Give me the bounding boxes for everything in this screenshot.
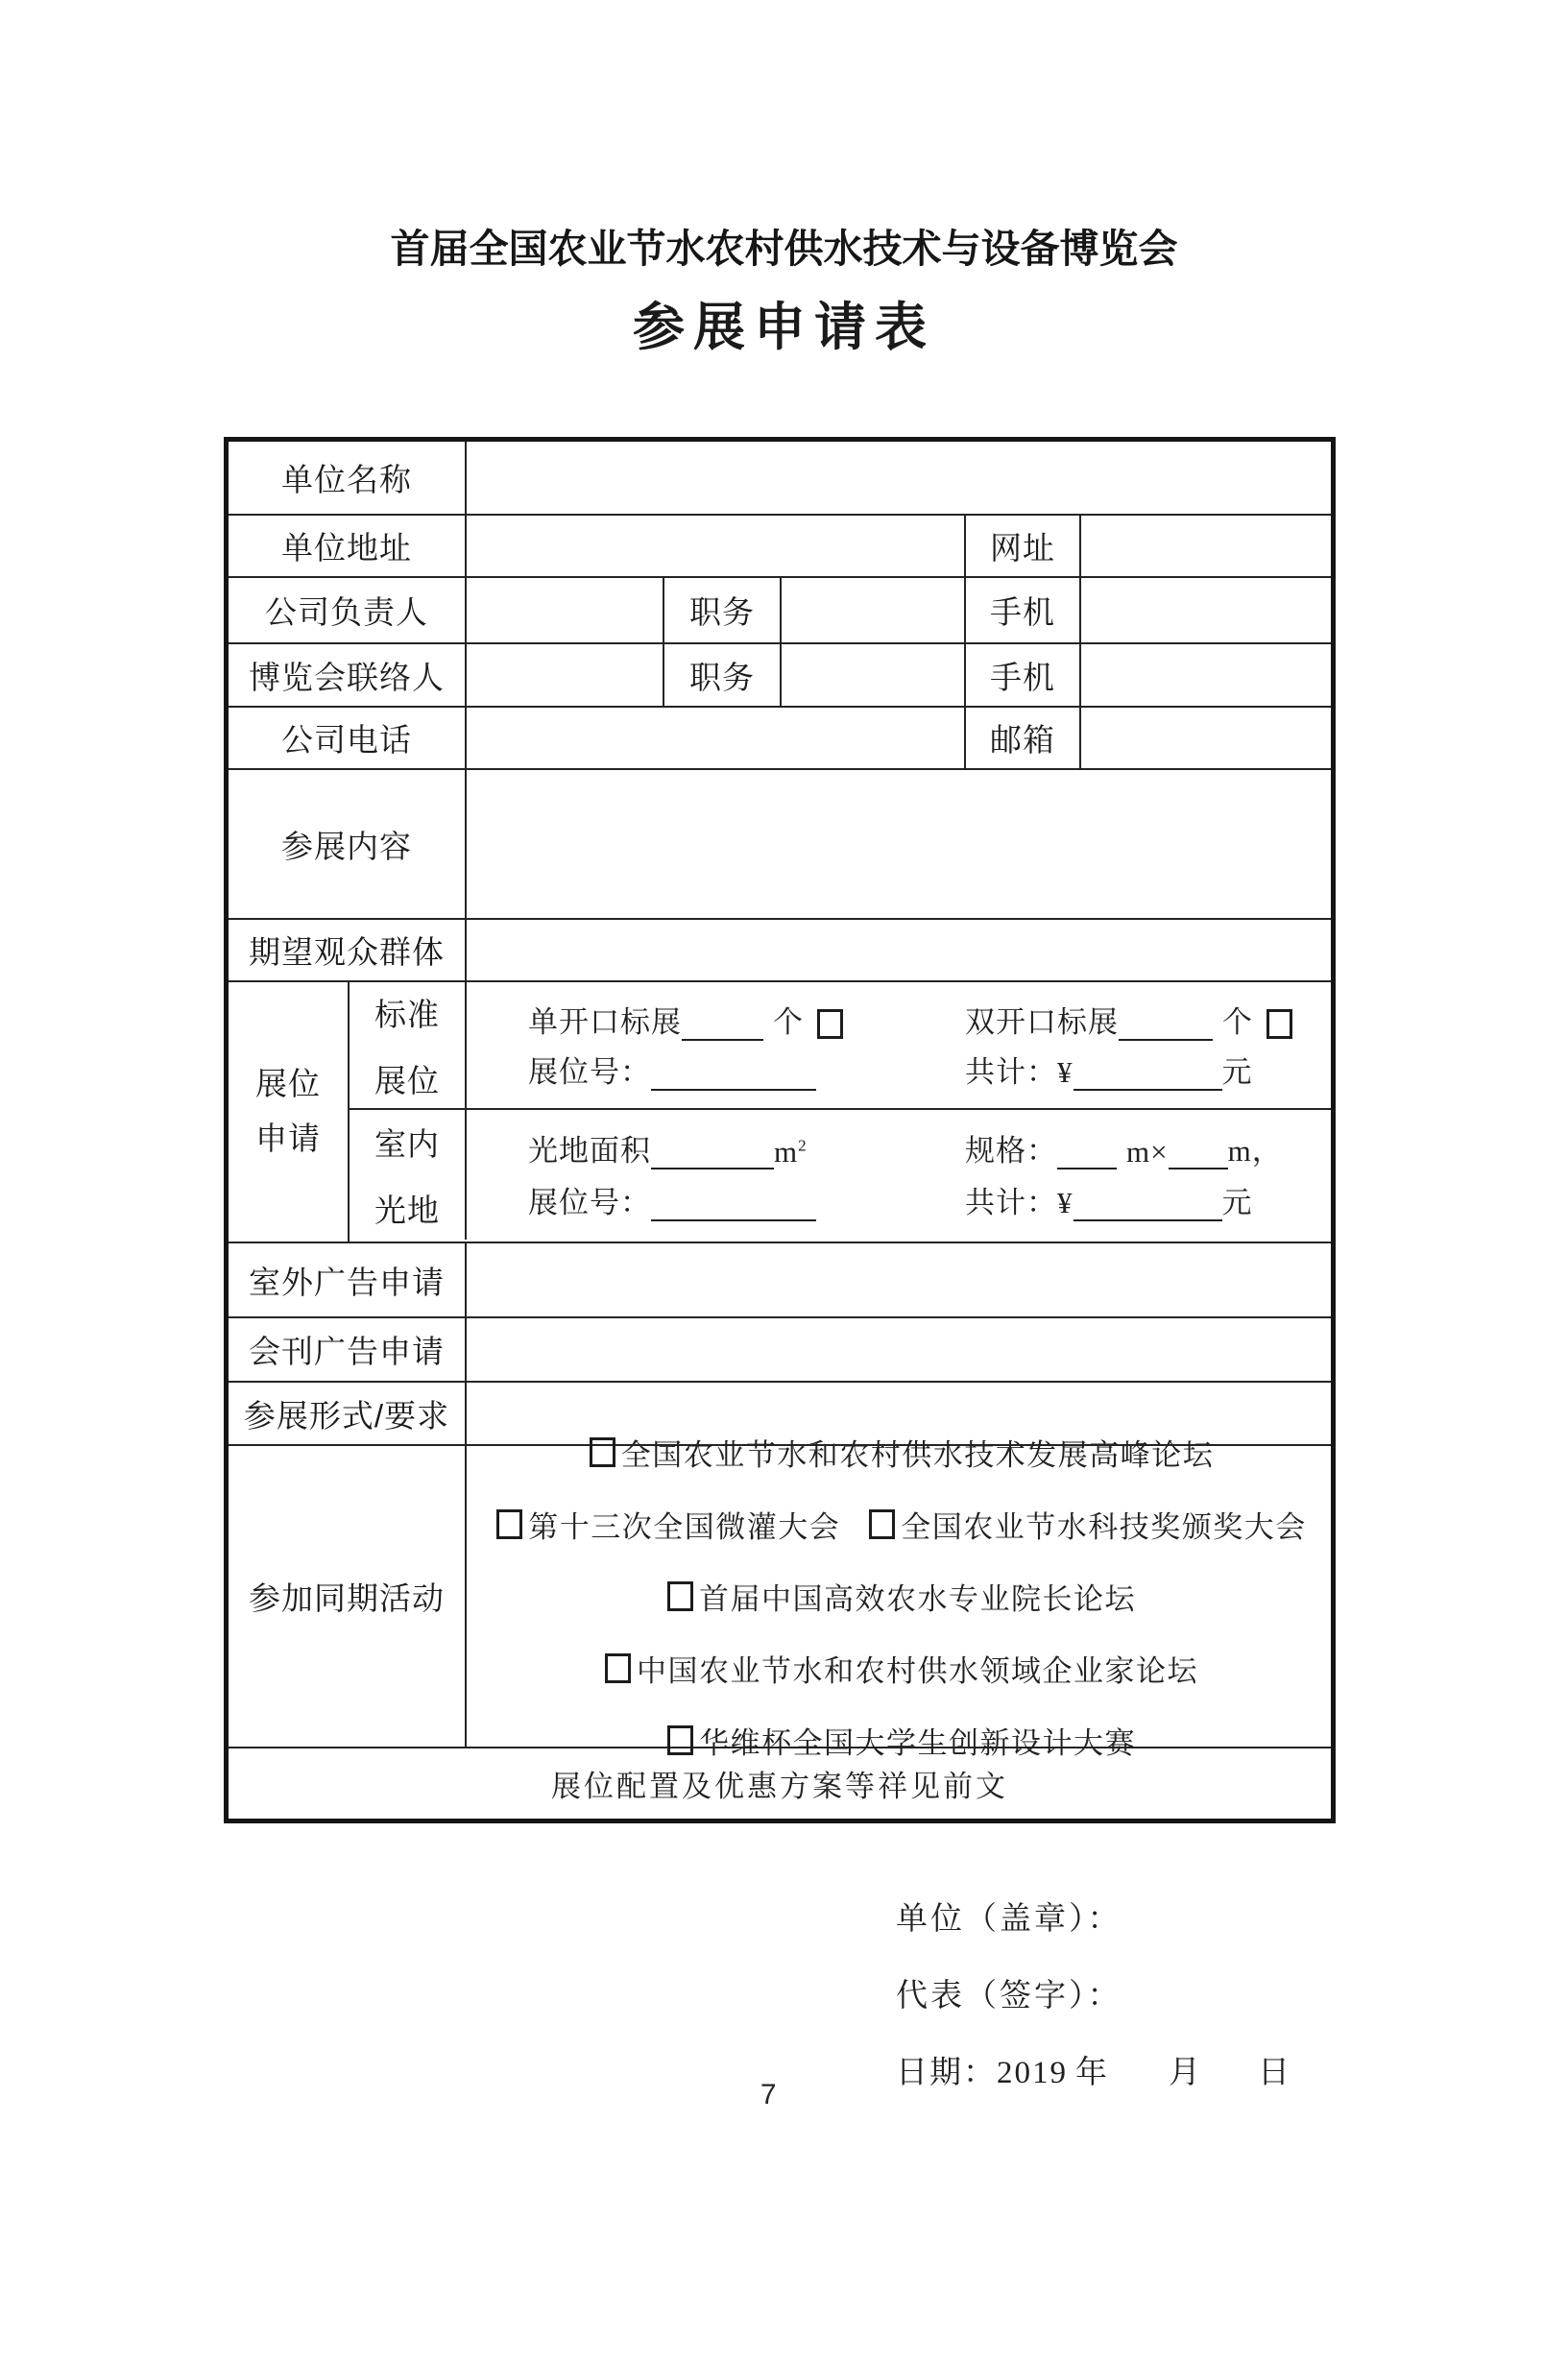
company-head-position-label: 职务 (664, 578, 782, 642)
standard-booth-no-blank[interactable] (651, 1060, 816, 1092)
company-head-label: 公司负责人 (229, 578, 467, 642)
expo-contact-label: 博览会联络人 (229, 644, 467, 706)
activity-checkbox-icon[interactable] (590, 1437, 615, 1467)
standard-booth-content (467, 982, 1331, 1108)
indoor-total-label: 共计：¥ (965, 1186, 1073, 1219)
indoor-space-row (350, 1110, 1331, 1240)
single-open-count-blank[interactable] (682, 1009, 763, 1041)
row-outdoor-ad (229, 1243, 1331, 1318)
spec-length-blank[interactable] (1169, 1138, 1228, 1169)
date-day-label: 日 (1258, 2056, 1291, 2090)
activity-label: 首届中国高效农水专业院长论坛 (699, 1582, 1136, 1616)
spec-times-label: m× (1126, 1135, 1169, 1169)
row-company-phone (229, 708, 1331, 770)
footer-note-text: 展位配置及优惠方案等祥见前文 (551, 1770, 1008, 1803)
single-open-unit: 个 (773, 1004, 804, 1039)
activity-checkbox-icon[interactable] (869, 1509, 895, 1539)
email-label: 邮箱 (966, 708, 1081, 768)
company-phone-input-cell[interactable] (467, 708, 966, 768)
spec-label: 规格： (965, 1134, 1057, 1168)
spec-width-blank[interactable] (1057, 1138, 1117, 1169)
single-open-checkbox-icon[interactable] (817, 1009, 843, 1039)
row-activities (229, 1438, 1331, 1760)
company-head-input-cell[interactable] (467, 578, 664, 642)
activities-label: 参加同期活动 (229, 1446, 467, 1747)
email-input-cell[interactable] (1081, 708, 1331, 768)
booth-label-line2: 申请 (255, 1121, 321, 1156)
row-expected-audience (229, 920, 1331, 982)
date-year-label: 年 (1075, 2056, 1109, 2090)
company-head-mobile-label: 手机 (966, 578, 1081, 642)
expo-contact-input-cell[interactable] (467, 644, 664, 706)
double-open-count-blank[interactable] (1119, 1009, 1213, 1041)
standard-total-blank[interactable] (1073, 1060, 1222, 1092)
indoor-space-label (350, 1110, 467, 1240)
indoor-booth-no-blank[interactable] (651, 1190, 816, 1221)
journal-ad-input-cell[interactable] (467, 1318, 1331, 1381)
row-exhibit-content (229, 770, 1331, 920)
row-unit-name (229, 442, 1331, 516)
row-unit-address (229, 516, 1331, 578)
activity-label: 第十三次全国微灌大会 (528, 1510, 841, 1544)
expo-contact-mobile-input-cell[interactable] (1081, 644, 1331, 706)
double-open-unit: 个 (1222, 1004, 1253, 1039)
activity-label: 中国农业节水和农村供水领域企业家论坛 (637, 1654, 1198, 1688)
activity-line (496, 1503, 1307, 1546)
indoor-space-content (467, 1110, 1331, 1240)
outdoor-ad-label: 室外广告申请 (229, 1243, 467, 1316)
website-label: 网址 (966, 516, 1081, 576)
date-prefix: 日期：2019 (896, 2056, 1068, 2090)
unit-seal-line: 单位（盖章）： (896, 1902, 1122, 1937)
indoor-space-label-line2: 光地 (374, 1192, 440, 1228)
unit-address-input-cell[interactable] (467, 516, 966, 576)
row-footer-note (229, 1748, 1331, 1819)
row-journal-ad (229, 1318, 1331, 1383)
exhibit-content-input-cell[interactable] (467, 770, 1331, 918)
activity-label: 全国农业节水和农村供水技术发展高峰论坛 (620, 1438, 1215, 1472)
company-head-mobile-input-cell[interactable] (1081, 578, 1331, 642)
activity-line (605, 1647, 1198, 1690)
raw-area-blank[interactable] (651, 1138, 774, 1169)
exhibit-content-label: 参展内容 (229, 770, 467, 918)
form-title: 参展申请表 (633, 299, 935, 356)
page-number: 7 (760, 2079, 777, 2110)
representative-sign-line: 代表（签字）： (896, 1979, 1122, 2013)
journal-ad-label: 会刊广告申请 (229, 1318, 467, 1381)
standard-booth-label-line1: 标准 (374, 996, 440, 1032)
unit-address-label: 单位地址 (229, 516, 467, 576)
double-open-checkbox-icon[interactable] (1266, 1009, 1292, 1039)
standard-booth-no-label: 展位号： (528, 1055, 651, 1090)
exhibit-form-label: 参展形式/要求 (229, 1383, 467, 1444)
double-open-booth-label: 双开口标展 (965, 1004, 1119, 1039)
application-form-table (224, 437, 1336, 1823)
row-company-head (229, 578, 1331, 644)
booth-label-line1: 展位 (255, 1066, 321, 1102)
standard-booth-label-line2: 展位 (374, 1062, 440, 1098)
indoor-booth-no-label: 展位号： (528, 1186, 651, 1219)
expected-audience-input-cell[interactable] (467, 920, 1331, 980)
standard-total-unit: 元 (1221, 1055, 1253, 1090)
unit-name-input-cell[interactable] (467, 442, 1331, 514)
company-phone-label: 公司电话 (229, 708, 467, 768)
signature-block (896, 1893, 1291, 2092)
activity-label: 全国农业节水科技奖颁奖大会 (901, 1510, 1307, 1544)
activities-list (467, 1438, 1331, 1760)
raw-area-label: 光地面积 (528, 1134, 651, 1168)
activity-line (590, 1431, 1215, 1474)
page-title: 首届全国农业节水农村供水技术与设备博览会 (390, 227, 1178, 271)
standard-total-label: 共计：¥ (965, 1055, 1073, 1090)
indoor-total-unit: 元 (1221, 1186, 1253, 1219)
activity-checkbox-icon[interactable] (605, 1653, 631, 1683)
expo-contact-position-label: 职务 (664, 644, 782, 706)
footer-note-cell (229, 1748, 1331, 1819)
raw-area-unit: $m^2$ (774, 1135, 808, 1169)
row-expo-contact (229, 644, 1331, 708)
expo-contact-position-input-cell[interactable] (782, 644, 966, 706)
date-month-label: 月 (1169, 2056, 1202, 2090)
activity-checkbox-icon[interactable] (667, 1581, 693, 1611)
activity-line (667, 1575, 1136, 1618)
outdoor-ad-input-cell[interactable] (467, 1243, 1331, 1316)
spec-end-label: m， (1227, 1134, 1283, 1168)
indoor-total-blank[interactable] (1073, 1190, 1222, 1221)
standard-booth-row (350, 982, 1331, 1110)
company-head-position-input-cell[interactable] (782, 578, 966, 642)
expected-audience-label: 期望观众群体 (229, 920, 467, 980)
activity-label: 华维杯全国大学生创新设计大赛 (699, 1726, 1136, 1760)
booth-section-label (229, 982, 350, 1242)
standard-booth-label (350, 982, 467, 1108)
booth-application-section (229, 982, 1331, 1243)
indoor-space-label-line1: 室内 (374, 1125, 440, 1162)
single-open-booth-label: 单开口标展 (528, 1004, 682, 1039)
unit-name-label: 单位名称 (229, 442, 467, 514)
website-input-cell[interactable] (1081, 516, 1331, 576)
expo-contact-mobile-label: 手机 (966, 644, 1081, 706)
activity-checkbox-icon[interactable] (496, 1509, 522, 1539)
